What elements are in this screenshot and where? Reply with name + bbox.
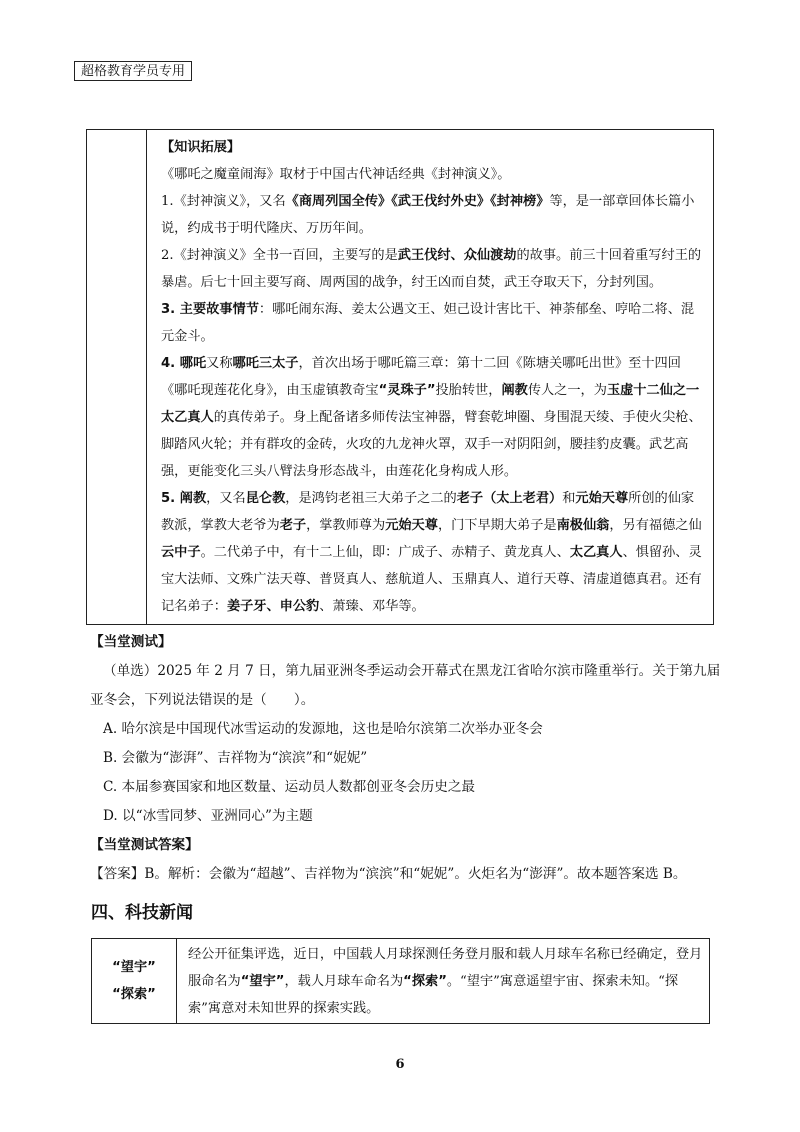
knowledge-point-4: 4. 哪吒又称哪吒三太子，首次出场于哪吒篇三章：第十二回《陈塘关哪吒出世》至十四回《哪吒现莲花化身》，由玉虚镇教奇宝“灵珠子”投胎转世，阐教传人之一，为玉虚十二仙之一太乙真人的真传弟子。身上配备诸多师传法宝神器，臂套乾坤圈、身围混天绫、手使火尖枪、脚踏风火轮；并有群攻的金砖，火攻的九龙神火罩，双手一对阴阳剑，腰挂豹皮囊。武艺高强，更能变化三头八臂法身形态战斗，由莲花化身构成人形。 [161,356,702,479]
knowledge-title: 【知识拓展】 [161,140,241,155]
knowledge-point-2: 2.《封神演义》全书一百回，主要写的是武王伐纣、众仙渡劫的故事。前三十回着重写纣王的暴虐。后七十回主要写商、周两国的战争，纣王凶而自焚，武王夺取天下，分封列国。 [161,248,702,290]
news-term-wangyu: “望宇” [112,960,156,975]
answer-text: 【答案】B。解析：会徽为“超越”、吉祥物为“滨滨”和“妮妮”。火炬名为“澎湃”。故本题答案选 B。 [90,866,687,882]
knowledge-point-3: 3. 主要故事情节：哪吒闹东海、姜太公遇文王、妲己设计害比干、神荼郁垒、哼哈二将、混元金斗。 [161,302,695,344]
knowledge-content [161,134,706,620]
quiz-option-c: C. 本届参赛国家和地区数量、运动员人数都创亚冬会历史之最 [103,779,475,795]
quiz-section [90,628,730,889]
quiz-option-a: A. 哈尔滨是中国现代冰雪运动的发源地，这也是哈尔滨第二次举办亚冬会 [103,721,543,737]
news-heading: 四、科技新闻 [91,903,193,923]
page-number: 6 [395,1057,405,1072]
answer-title: 【当堂测试答案】 [90,837,199,853]
news-term-tansuo: “探索” [112,987,156,1002]
quiz-option-b: B. 会徽为“澎湃”、吉祥物为“滨滨”和“妮妮” [103,750,368,766]
knowledge-point-5: 5. 阐教，又名昆仑教，是鸿钧老祖三大弟子之二的老子（太上老君）和元始天尊所创的仙家教派，掌教大老爷为老子，掌教师尊为元始天尊，门下早期大弟子是南极仙翁，另有福德之仙云中子。二代弟子中，有十二上仙，即：广成子、赤精子、黄龙真人、太乙真人、惧留孙、灵宝大法师、文殊广法天尊、普贤真人、慈航道人、玉鼎真人、道行天尊、清虚道德真君。还有记名弟子：姜子牙、申公豹、萧臻、邓华等。 [161,491,702,614]
quiz-option-d: D. 以“冰雪同梦、亚洲同心”为主题 [103,808,313,824]
quiz-title: 【当堂测试】 [90,634,172,650]
quiz-question: （单选）2025 年 2 月 7 日，第九届亚洲冬季运动会开幕式在黑龙江省哈尔滨市隆重举行。关于第九届亚冬会，下列说法错误的是（ ）。 [90,663,721,708]
news-table [91,938,710,1024]
news-terms [92,939,176,1023]
knowledge-point-1: 1.《封神演义》，又名《商周列国全传》《武王伐纣外史》《封神榜》等，是一部章回体长篇小说，约成书于明代隆庆、万历年间。 [161,194,695,236]
knowledge-box [86,129,714,625]
knowledge-box-divider [146,130,147,624]
header-tag: 超格教育学员专用 [74,61,192,81]
news-table-divider [176,939,177,1023]
knowledge-intro: 《哪吒之魔童闹海》取材于中国古代神话经典《封神演义》。 [161,167,511,182]
news-text: 经公开征集评选，近日，中国载人月球探测任务登月服和载人月球车名称已经确定，登月服命名为“望宇”，载人月球车命名为“探索”。“望宇”寓意遥望宇宙、探索未知。“探索”寓意对未知世界的探索实践。 [188,947,703,1016]
